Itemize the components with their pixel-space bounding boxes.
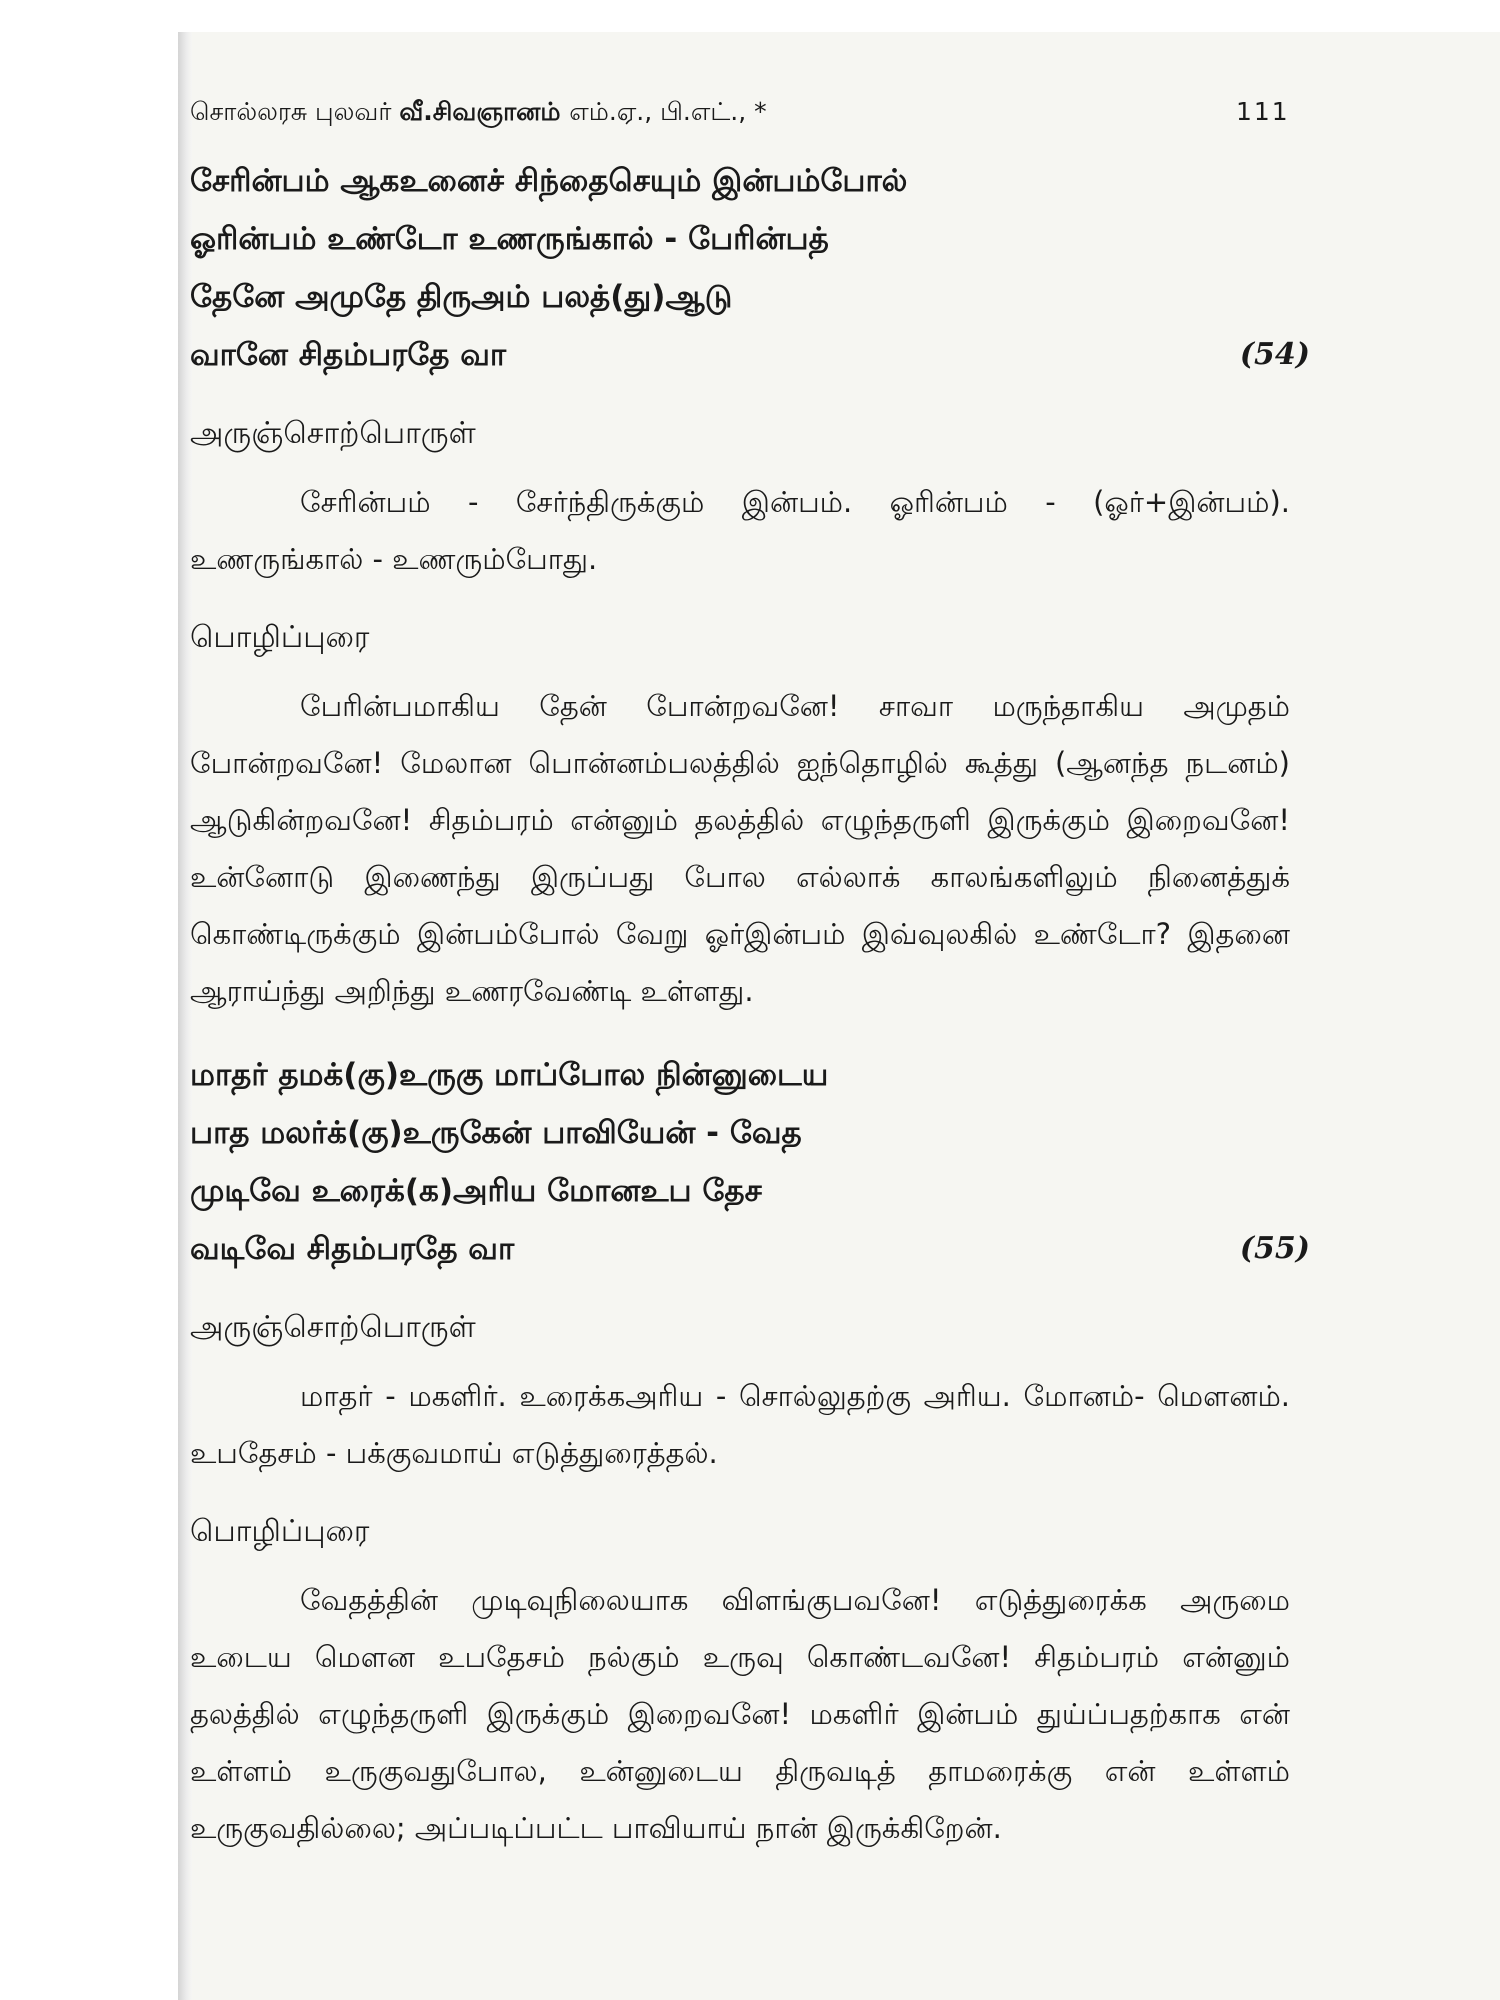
verse-line: வானே சிதம்பரதே வா <box>190 337 507 373</box>
verse-55 <box>190 1046 1310 1278</box>
glossary-heading: அருஞ்சொற்பொருள் <box>190 1310 476 1345</box>
verse-number: (55) <box>1239 1231 1310 1266</box>
glossary-text: சேரின்பம் - சேர்ந்திருக்கும் இன்பம். ஓரின்பம் - (ஓர்+இன்பம்). உணருங்கால் - உணரும்போது. <box>190 485 1290 576</box>
outer-margin <box>0 0 178 2000</box>
glossary-text: மாதர் - மகளிர். உரைக்கஅரிய - சொல்லுதற்கு அரிய. மோனம்- மௌனம். உபதேசம் - பக்குவமாய் எடுத்துரைத்தல். <box>190 1379 1290 1470</box>
verse-number: (54) <box>1239 337 1310 372</box>
verse-line: தேனே அமுதே திருஅம் பலத்(து)ஆடு <box>190 279 733 315</box>
author-suffix: எம்.ஏ., பி.எட்., * <box>569 97 767 126</box>
page-content <box>190 92 1310 1857</box>
explanation-text: பேரின்பமாகிய தேன் போன்றவனே! சாவா மருந்தாகிய அமுதம் போன்றவனே! மேலான பொன்னம்பலத்தில் ஐந்தொழில் கூத்து (ஆனந்த நடனம்) ஆடுகின்றவனே! சிதம்பரம் என்னும் தலத்தில் எழுந்தருளி இருக்கும் இறைவனே! உன்னோடு இணைந்து இருப்பது போல எல்லாக் காலங்களிலும் நினைத்துக் கொண்டிருக்கும் இன்பம்போல் வேறு ஓர்இன்பம் இவ்வுலகில் உண்டோ? இதனை ஆராய்ந்து அறிந்து உணரவேண்டி உள்ளது. <box>190 689 1290 1008</box>
running-header <box>190 92 1290 132</box>
glossary-heading: அருஞ்சொற்பொருள் <box>190 416 476 451</box>
verse-line: ஓரின்பம் உண்டோ உணருங்கால் - பேரின்பத் <box>190 221 829 257</box>
verse-line: சேரின்பம் ஆகஉனைச் சிந்தைசெயும் இன்பம்போல் <box>190 163 908 199</box>
author-credit <box>190 92 767 132</box>
verse-line: வடிவே சிதம்பரதே வா <box>190 1231 515 1267</box>
explanation-heading: பொழிப்புரை <box>190 1514 370 1549</box>
page-number: 111 <box>1236 97 1290 126</box>
verse-54 <box>190 152 1310 384</box>
author-prefix: சொல்லரசு புலவர் <box>190 97 400 126</box>
verse-line: மாதர் தமக்(கு)உருகு மாப்போல நின்னுடைய <box>190 1057 829 1093</box>
explanation-text: வேதத்தின் முடிவுநிலையாக விளங்குபவனே! எடுத்துரைக்க அருமை உடைய மௌன உபதேசம் நல்கும் உருவு கொண்டவனே! சிதம்பரம் என்னும் தலத்தில் எழுந்தருளி இருக்கும் இறைவனே! மகளிர் இன்பம் துய்ப்பதற்காக என் உள்ளம் உருகுவதுபோல, உன்னுடைய திருவடித் தாமரைக்கு என் உள்ளம் உருகுவதில்லை; அப்படிப்பட்ட பாவியாய் நான் இருக்கிறேன். <box>190 1583 1290 1845</box>
author-name: வீ.சிவஞானம் <box>399 97 570 126</box>
verse-line: பாத மலர்க்(கு)உருகேன் பாவியேன் - வேத <box>190 1115 802 1151</box>
verse-line: முடிவே உரைக்(க)அரிய மோனஉப தேச <box>190 1173 762 1209</box>
explanation-heading: பொழிப்புரை <box>190 620 370 655</box>
